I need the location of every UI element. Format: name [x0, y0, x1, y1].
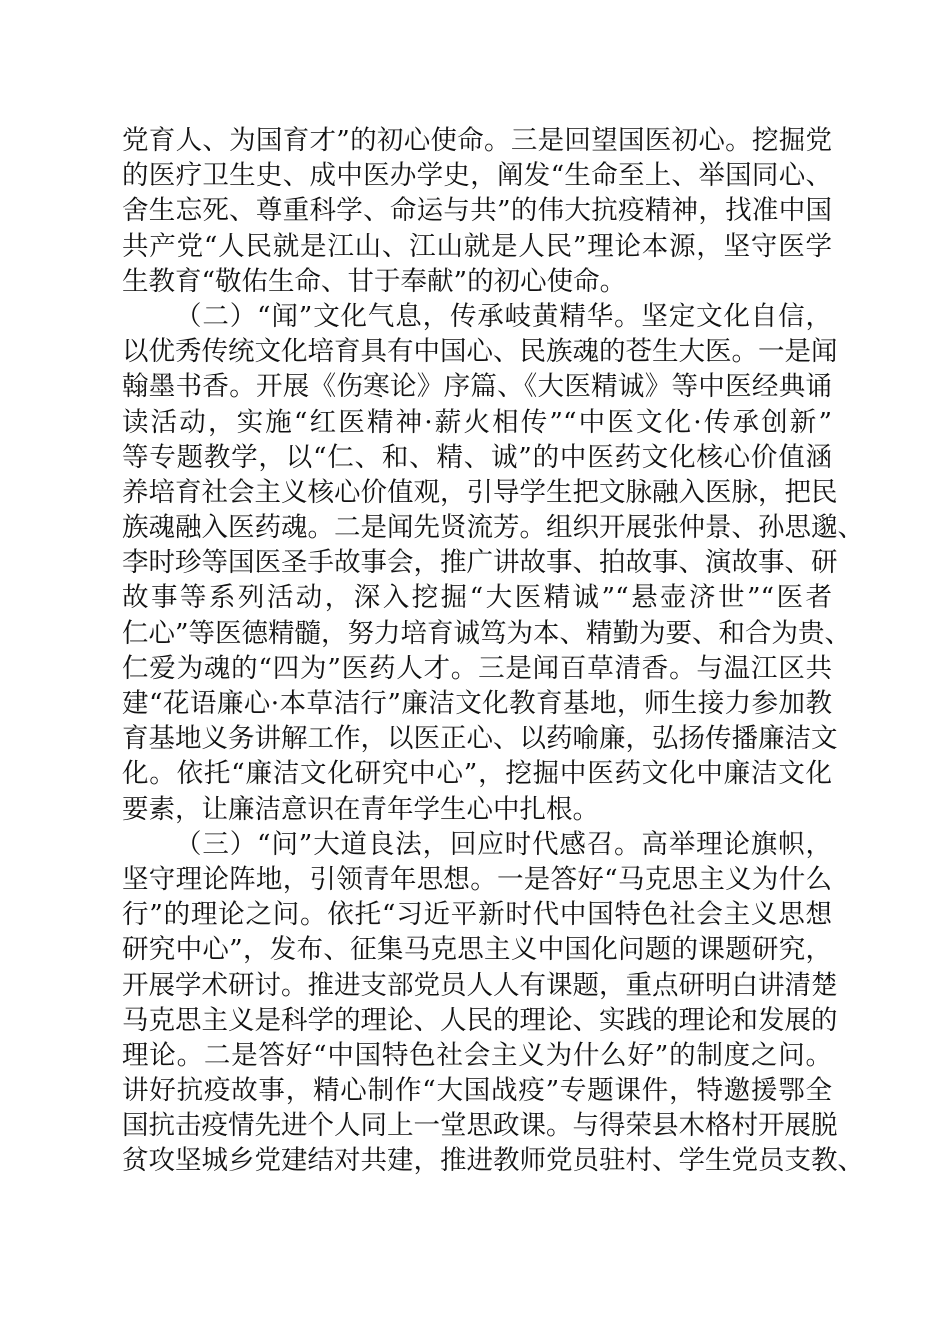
paragraph-line: 族魂融入医药魂。二是闻先贤流芳。组织开展张仲景、孙思邈、	[122, 512, 864, 544]
paragraph-line: 故事等系列活动，深入挖掘“大医精诚”“悬壶济世”“医者	[122, 582, 832, 614]
paragraph-line: 育基地义务讲解工作，以医正心、以药喻廉，弘扬传播廉洁文	[122, 723, 838, 755]
paragraph-line: 生教育“敬佑生命、甘于奉献”的初心使命。	[122, 265, 627, 297]
paragraph-line: 李时珍等国医圣手故事会，推广讲故事、拍故事、演故事、研	[122, 547, 838, 579]
paragraph-line: 共产党“人民就是江山、江山就是人民”理论本源，坚守医学	[122, 230, 832, 262]
paragraph-line: 读活动，实施“红医精神·薪火相传”“中医文化·传承创新”	[122, 406, 832, 438]
paragraph-heading-line: （三）“问”大道良法，回应时代感召。高举理论旗帜，	[175, 828, 832, 860]
paragraph-line: 翰墨书香。开展《伤寒论》序篇、《大医精诚》等中医经典诵	[122, 371, 832, 403]
paragraph-line: 讲好抗疫故事，精心制作“大国战疫”专题课件，特邀援鄂全	[122, 1075, 832, 1107]
paragraph-line: 理论。二是答好“中国特色社会主义为什么好”的制度之问。	[122, 1039, 832, 1071]
paragraph-line: 马克思主义是科学的理论、人民的理论、实践的理论和发展的	[122, 1004, 838, 1036]
paragraph-line: 等专题教学，以“仁、和、精、诚”的中医药文化核心价值涵	[122, 441, 832, 473]
paragraph-line: 开展学术研讨。推进支部党员人人有课题，重点研明白讲清楚	[122, 969, 838, 1001]
paragraph-line: 国抗击疫情先进个人同上一堂思政课。与得荣县木格村开展脱	[122, 1110, 838, 1142]
paragraph-heading-line: （二）“闻”文化气息，传承岐黄精华。坚定文化自信，	[175, 300, 832, 332]
paragraph-line: 建“花语廉心·本草洁行”廉洁文化教育基地，师生接力参加教	[122, 688, 832, 719]
paragraph-line: 党育人、为国育才”的初心使命。三是回望国医初心。挖掘党	[122, 125, 832, 156]
paragraph-line: 舍生忘死、尊重科学、命运与共”的伟大抗疫精神，找准中国	[122, 195, 832, 227]
paragraph-line: 行”的理论之问。依托“习近平新时代中国特色社会主义思想	[122, 899, 832, 931]
paragraph-line: 化。依托“廉洁文化研究中心”，挖掘中医药文化中廉洁文化	[122, 758, 832, 790]
paragraph-line: 坚守理论阵地，引领青年思想。一是答好“马克思主义为什么	[122, 863, 832, 895]
paragraph-line: 养培育社会主义核心价值观，引导学生把文脉融入医脉，把民	[122, 476, 838, 508]
paragraph-line: 研究中心”，发布、征集马克思主义中国化问题的课题研究，	[122, 934, 832, 966]
paragraph-line: 仁心”等医德精髓，努力培育诚笃为本、精勤为要、和合为贵、	[122, 617, 852, 649]
paragraph-line: 以优秀传统文化培育具有中国心、民族魂的苍生大医。一是闻	[122, 336, 838, 368]
document-body-text	[122, 123, 864, 1179]
paragraph-line: 要素，让廉洁意识在青年学生心中扎根。	[122, 793, 599, 825]
paragraph-line: 仁爱为魂的“四为”医药人才。三是闻百草清香。与温江区共	[122, 652, 832, 684]
paragraph-line: 贫攻坚城乡党建结对共建，推进教师党员驻村、学生党员支教、	[122, 1145, 864, 1177]
paragraph-line: 的医疗卫生史、成中医办学史，阐发“生命至上、举国同心、	[122, 160, 832, 192]
